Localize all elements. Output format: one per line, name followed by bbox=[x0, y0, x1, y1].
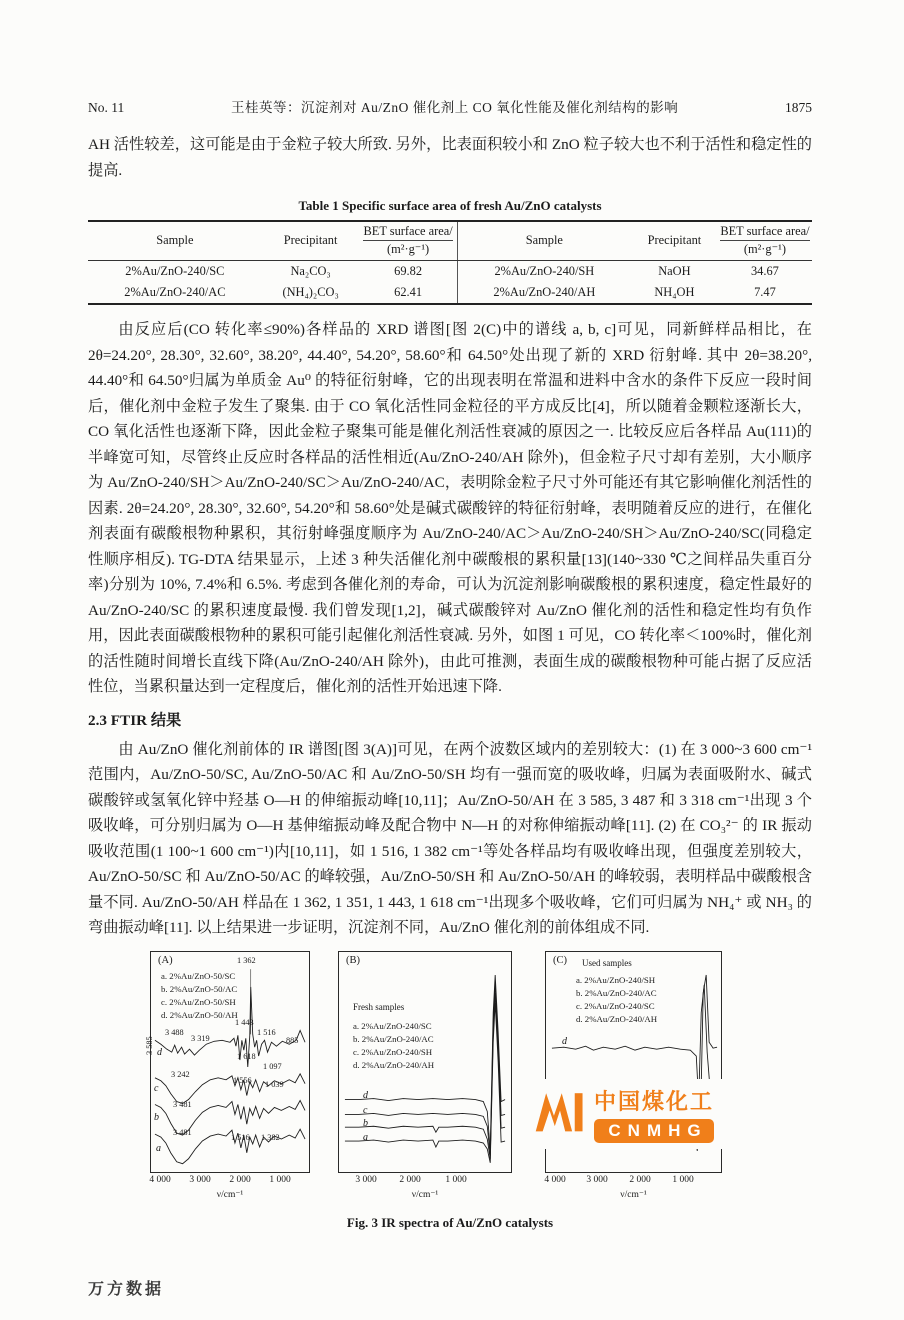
peak-label: 3 319 bbox=[191, 1033, 210, 1043]
x-tick: 1 000 bbox=[445, 1174, 467, 1185]
col-bet-line2: (m²·g⁻¹) bbox=[387, 242, 430, 256]
curve-label: d bbox=[157, 1046, 162, 1058]
table-cell: (NH₄)₂CO₃ bbox=[282, 285, 339, 299]
cnmhg-acronym: CNMHG bbox=[594, 1119, 714, 1143]
panel-c-xlabel: ν/cm⁻¹ bbox=[620, 1189, 647, 1200]
legend-item: a. 2%Au/ZnO-50/SC bbox=[161, 970, 236, 981]
section-heading-2-3: 2.3 FTIR 结果 bbox=[88, 711, 182, 729]
legend-item: d. 2%Au/ZnO-50/AH bbox=[161, 1009, 238, 1020]
panel-b-legend bbox=[353, 1020, 434, 1072]
figure-3-caption: Fig. 3 IR spectra of Au/ZnO catalysts bbox=[346, 1214, 554, 1230]
legend-item: d. 2%Au/ZnO-240/AH bbox=[353, 1059, 435, 1070]
x-tick: 1 000 bbox=[672, 1174, 694, 1185]
table-cell: 69.82 bbox=[394, 264, 423, 278]
x-tick: 2 000 bbox=[229, 1174, 251, 1185]
legend-item: d. 2%Au/ZnO-240/AH bbox=[576, 1013, 658, 1024]
panel-a-label: (A) bbox=[158, 954, 173, 966]
col-sample: Sample bbox=[88, 221, 262, 261]
page-header bbox=[88, 96, 812, 116]
table-cell: 34.67 bbox=[750, 264, 779, 278]
x-tick: 4 000 bbox=[149, 1174, 171, 1185]
issue-label: No. 11 bbox=[88, 100, 125, 115]
peak-label: 1 516 bbox=[231, 1132, 250, 1142]
col-bet-line1: BET surface area/ bbox=[363, 224, 452, 241]
curve-label: d bbox=[562, 1035, 567, 1047]
table-cell: 2%Au/ZnO-240/AH bbox=[457, 282, 631, 304]
cnmhg-logo-icon bbox=[534, 1088, 586, 1140]
peak-label: 3 585 bbox=[145, 1035, 154, 1055]
legend-item: a. 2%Au/ZnO-240/SC bbox=[353, 1020, 432, 1031]
peak-label: 3 481 bbox=[173, 1099, 192, 1109]
peak-label: 885 bbox=[286, 1035, 299, 1045]
panel-c-note: Used samples bbox=[582, 957, 632, 968]
x-tick: 1 000 bbox=[269, 1174, 291, 1185]
x-tick: 3 000 bbox=[586, 1174, 608, 1185]
peak-label: 1 039 bbox=[265, 1079, 284, 1089]
panel-b-label: (B) bbox=[346, 954, 360, 966]
table-header-row bbox=[88, 221, 812, 261]
legend-item: b. 2%Au/ZnO-240/AC bbox=[576, 987, 657, 998]
curve-label: b bbox=[363, 1117, 368, 1129]
x-tick: 2 000 bbox=[629, 1174, 651, 1185]
x-tick: 3 000 bbox=[355, 1174, 377, 1185]
peak-label: 1 097 bbox=[263, 1061, 282, 1071]
curve-label: c bbox=[154, 1082, 159, 1094]
paragraph-ftir-discussion: 由 Au/ZnO 催化剂前体的 IR 谱图[图 3(A)]可见，在两个波数区域内的差别较大：(1) 在 3 000~3 600 cm⁻¹范围内，Au/ZnO-50/SC, Au/ZnO-50/AC 和 Au/ZnO-50/SH 均有一强而宽的吸收峰，归属为表面吸附水、碱式碳酸锌或氢氧化锌中羟基 O—H 的伸缩振动峰[10,11]；Au/ZnO-50/AH 在 3 585, 3 487 和 3 318 cm⁻¹出现 3 个吸收峰，可分别归属为 O—H 基伸缩振动峰及配合物中 N—H 的对称伸缩振动峰[11]. (2) 在 CO₃²⁻ 的 IR 振动吸收范围(1 100~1 600 cm⁻¹)内[10,11]，如 1 516, 1 382 cm⁻¹等处各样品均有吸收峰出现，但强度差别较大，Au/ZnO-50/SC 和 Au/ZnO-50/AC 的峰较强，Au/ZnO-50/SH 和 Au/ZnO-50/AH 的峰较弱，表明样品中碳酸根含量不同. Au/ZnO-50/AH 样品在 1 362, 1 351, 1 443, 1 618 cm⁻¹出现多个吸收峰，它们可归属为 NH₄⁺ 或 NH₃ 的弯曲振动峰[11]. 以上结果进一步证明，沉淀剂不同，Au/ZnO 催化剂的前体组成不同. bbox=[88, 740, 812, 936]
table-cell: 62.41 bbox=[394, 285, 423, 299]
legend-item: b. 2%Au/ZnO-50/AC bbox=[161, 983, 238, 994]
panel-a-xticks bbox=[150, 1175, 310, 1188]
curve-label: d bbox=[363, 1089, 368, 1101]
cnmhg-watermark bbox=[528, 1079, 724, 1149]
col-bet2-line2: (m²·g⁻¹) bbox=[743, 242, 787, 256]
panel-a-legend bbox=[161, 970, 238, 1022]
table-cell: NH₄OH bbox=[654, 285, 695, 299]
ir-panel-c bbox=[545, 951, 722, 1200]
ir-panel-b bbox=[338, 951, 512, 1200]
ir-panel-b-plot bbox=[338, 951, 512, 1173]
peak-label: 1 443 bbox=[235, 1017, 254, 1027]
curve-label: a bbox=[363, 1131, 368, 1143]
peak-label: 3 481 bbox=[173, 1127, 192, 1137]
peak-label: 1 382 bbox=[261, 1132, 280, 1142]
cnmhg-text-block bbox=[594, 1085, 714, 1143]
x-tick: 4 000 bbox=[544, 1174, 566, 1185]
legend-item: b. 2%Au/ZnO-240/AC bbox=[353, 1033, 434, 1044]
table-cell: 2%Au/ZnO-240/SH bbox=[457, 261, 631, 283]
x-tick: 3 000 bbox=[189, 1174, 211, 1185]
table-cell: 2%Au/ZnO-240/AC bbox=[124, 285, 226, 299]
panel-a-xlabel: ν/cm⁻¹ bbox=[216, 1189, 244, 1200]
table-cell: Na₂CO₃ bbox=[290, 264, 331, 278]
ir-panel-a bbox=[145, 951, 310, 1200]
peak-label: 1 362 bbox=[237, 955, 256, 965]
panel-c-label: (C) bbox=[553, 954, 567, 966]
peak-label: 1 556 bbox=[233, 1075, 252, 1085]
legend-item: a. 2%Au/ZnO-240/SH bbox=[576, 974, 656, 985]
table-cell: 2%Au/ZnO-240/SC bbox=[125, 264, 225, 278]
figure-3 bbox=[88, 951, 812, 1207]
table-1 bbox=[88, 220, 812, 305]
table-row bbox=[88, 282, 812, 304]
col-bet2-line1: BET surface area/ bbox=[720, 224, 809, 241]
col-bet bbox=[359, 221, 457, 261]
peak-label: 3 242 bbox=[171, 1069, 190, 1079]
panel-b-note: Fresh samples bbox=[353, 1001, 405, 1012]
page-content bbox=[88, 96, 812, 1231]
cnmhg-chinese-name: 中国煤化工 bbox=[594, 1088, 715, 1114]
legend-item: c. 2%Au/ZnO-240/SC bbox=[576, 1000, 655, 1011]
table-row bbox=[88, 261, 812, 283]
running-title: 王桂英等：沉淀剂对 Au/ZnO 催化剂上 CO 氧化性能及催化剂结构的影响 bbox=[231, 100, 679, 115]
peak-label: 1 516 bbox=[257, 1027, 276, 1037]
table-cell: 7.47 bbox=[754, 285, 776, 299]
col-sample-2: Sample bbox=[457, 221, 631, 261]
legend-item: c. 2%Au/ZnO-240/SH bbox=[353, 1046, 433, 1057]
col-bet-2 bbox=[718, 221, 812, 261]
ir-panel-a-plot bbox=[145, 951, 310, 1173]
peak-label: 3 488 bbox=[165, 1027, 184, 1037]
peak-label: 1 618 bbox=[237, 1051, 256, 1061]
legend-item: c. 2%Au/ZnO-50/SH bbox=[161, 996, 236, 1007]
paragraph-xrd-discussion: 由反应后(CO 转化率≤90%)各样品的 XRD 谱图[图 2(C)中的谱线 a, b, c]可见，同新鲜样品相比，在 2θ=24.20°, 28.30°, 32.60°, 38.20°, 44.40°, 54.20°, 58.60°和 64.50°处出现了新的 XRD 衍射峰. 其中 2θ=38.20°, 44.40°和 64.50°归属为单质金 Au⁰ 的特征衍射峰，它的出现表明在常温和进料中含水的条件下反应一段时间后，催化剂中金粒子发生了聚集. 由于 CO 氧化活性同金粒径的平方成反比[4]，所以随着金颗粒逐渐长大，CO 氧化活性也逐渐下降，因此金粒子聚集可能是催化剂活性衰减的原因之一. 比较反应后各样品 Au(111)的半峰宽可知，尽管终止反应时各样品的活性相近(Au/ZnO-240/AH 除外)，但金粒子尺寸却有差别，大小顺序为 Au/ZnO-240/SH＞Au/ZnO-240/SC＞Au/ZnO-240/AC，表明除金粒子尺寸外可能还有其它影响催化剂活性的因素. 2θ=24.20°, 28.30°, 32.60°, 54.20°和 58.60°处是碱式碳酸锌的特征衍射峰，表明随着反应的进行，在催化剂表面有碳酸根物种累积，其衍射峰强度顺序为 Au/ZnO-240/AC＞Au/ZnO-240/SH＞Au/ZnO-240/SC(同稳定性顺序相反). TG-DTA 结果显示，上述 3 种失活催化剂中碳酸根的累积量[13](140~330 ℃之间样品失重百分率)分别为 10%, 7.4%和 6.5%. 考虑到各催化剂的寿命，可认为沉淀剂影响碳酸根的累积速度，稳定性最好的 Au/ZnO-240/SC 的累积速度最慢. 我们曾发现[1,2]，碱式碳酸锌对 Au/ZnO 催化剂的活性和稳定性均有负作用，因此表面碳酸根物种的累积可能引起催化剂活性衰减. 另外，如图 1 可见，CO 转化率＜100%时，催化剂的活性随时间增长直线下降(Au/ZnO-240/AH 除外)，由此可推测，表面生成的碳酸根物种可能占据了反应活性位，当累积量达到一定程度后，催化剂的活性开始迅速下降. bbox=[88, 321, 812, 695]
x-tick: 2 000 bbox=[399, 1174, 421, 1185]
panel-b-xticks bbox=[338, 1175, 512, 1188]
panel-c-xticks bbox=[545, 1175, 722, 1188]
wanfang-data-mark: 万方数据 bbox=[88, 1281, 165, 1298]
curve-label: c bbox=[363, 1104, 368, 1116]
col-precipitant-2: Precipitant bbox=[631, 221, 718, 261]
table-cell: NaOH bbox=[658, 264, 691, 278]
panel-c-legend bbox=[576, 974, 657, 1026]
table-caption: Table 1 Specific surface area of fresh Au/ZnO catalysts bbox=[298, 198, 602, 213]
panel-b-xlabel: ν/cm⁻¹ bbox=[411, 1189, 439, 1200]
curve-label: b bbox=[154, 1111, 159, 1123]
col-precipitant: Precipitant bbox=[262, 221, 360, 261]
paragraph-continuation: AH 活性较差，这可能是由于金粒子较大所致. 另外，比表面积较小和 ZnO 粒子较大也不利于活性和稳定性的提高. bbox=[88, 136, 812, 179]
page-number: 1875 bbox=[785, 100, 812, 115]
curve-label: a bbox=[156, 1142, 161, 1154]
